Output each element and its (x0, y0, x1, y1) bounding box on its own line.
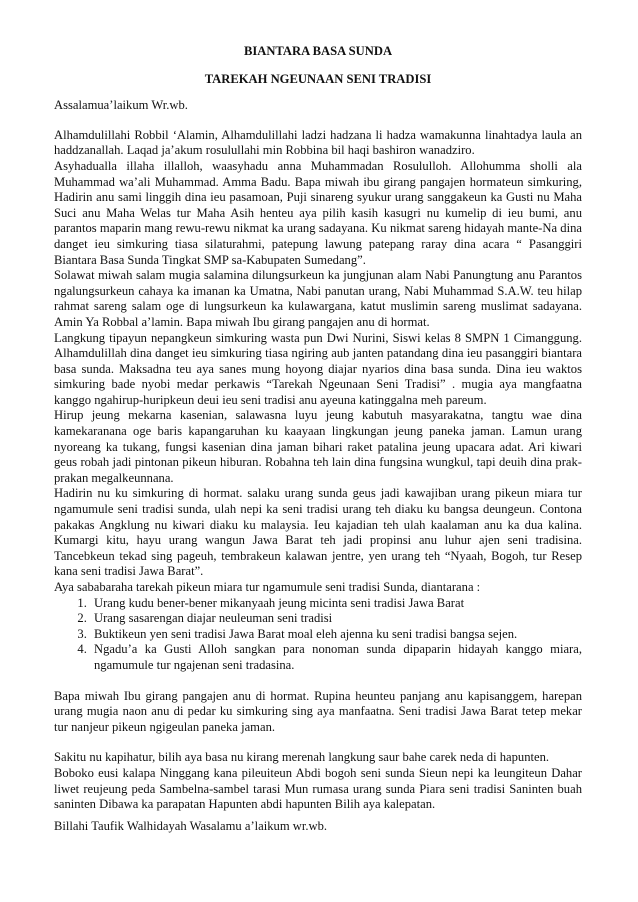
paragraph-preservation-duty: Hadirin nu ku simkuring di hormat. salaku urang sunda geus jadi kawajiban urang pikeun miara tur ngamumule seni tradisi sunda, ulah nepi ka seni tradisi urang teh diaku ku bangsa deungeun. Contona pakakas Angklung nu kiwari diaku ku malaysia. Ieu kajadian teh ulah kaalaman anu ka dua kalina. Kumargi kitu, hayu urang wangun Jawa Barat teh jadi propinsi anu luhur ajen seni tradisina. Tancebkeun tekad sing pageuh, tembrakeun kalawan jentre, yen urang teh “Nyaah, Bogoh, tur Resep kana seni tradisi Jawa Barat”. (54, 486, 582, 579)
document-title: BIANTARA BASA SUNDA (243, 44, 393, 58)
paragraph-opening-prayer: Alhamdulillahi Robbil ‘Alamin, Alhamdulillahi ladzi hadzana li hadza wamakunna linahtadya laula an haddzanallah. Laqad ja’akum rosulullahi min Robbina bil haqi bashiron wanadziro. (54, 127, 582, 158)
list-item: 3. Buktikeun yen seni tradisi Jawa Barat moal eleh ajenna ku seni tradisi bangsa sejen. (90, 627, 582, 643)
efforts-list (54, 596, 582, 674)
spacer (54, 674, 582, 689)
paragraph-pantun: Boboko eusi kalapa Ninggang kana pileuiteun Abdi bogoh seni sunda Sieun nepi ka leungiteun Dahar liwet reujeung peda Sambelna-sambel tarasi Mun rumasa urang sunda Piara seni tradisi Saninten buah saninten Dibawa ka parapatan Hapunten abdi hapunten Bilih aya kalepatan. (54, 765, 582, 812)
list-item: 1. Urang kudu bener-bener mikanyaah jeung micinta seni tradisi Jawa Barat (90, 596, 582, 612)
spacer (54, 735, 582, 750)
paragraph-closing: Bapa miwah Ibu girang pangajen anu di hormat. Rupina heunteu panjang anu kapisanggem, harepan urang mugia naon anu di pedar ku simkuring sing aya manfaatna. Seni tradisi Jawa Barat tetep mekar tur nanjeur pikeun ngigeulan paneka jaman. (54, 688, 582, 734)
list-item: 4. Ngadu’a ka Gusti Alloh sangkan para nonoman sunda dipaparin hidayah kanggo miara, ngamumule tur ngajenan seni tradasina. (90, 642, 582, 673)
paragraph-apology: Sakitu nu kapihatur, bilih aya basa nu kirang merenah langkung saur bahe carek neda di hapunten. (54, 750, 550, 765)
paragraph-solawat: Solawat miwah salam mugia salamina dilungsurkeun ka jungjunan alam Nabi Panungtung anu Parantos ngalungsurkeun cahaya ka imanan ka Umatna, Nabi panutan urang, Nabi Muhammad S.A.W. teu hilap rahmat sareng salam oge di lungsurkeun ka kulawargana, katut muslimin sareng muslimat sadayana. Amin Ya Robbal a’lamin. Bapa miwah Ibu girang pangajen anu di hormat. (54, 268, 582, 329)
paragraph-syahadat-greeting: Asyhadualla illaha illalloh, waasyhadu anna Muhammadan Rosululloh. Allohumma sholli ala Muhammad wa’ali Muhammad. Amma Badu. Bapa miwah ibu girang pangajen hormateun simkuring, Hadirin anu sami linggih dina ieu pasamoan, Puji sinareng syukur urang sanggakeun ka Gusti nu Maha Suci anu Maha Welas tur Maha Asih henteu aya pilih kasih kasugri nu kumelip di ieu bumi, anu parantos maparin mang rewu-rewu nikmat ka urang sadayana. Ku nikmat sareng hidayah mante-Na dina danget ieu simkuring tiasa silaturahmi, patepung lawung patepang raray dina acara “ Pasanggiri Biantara Basa Sunda Tingkat SMP sa-Kabupaten Sumedang”. (54, 158, 582, 267)
paragraph-introduction: Langkung tipayun nepangkeun simkuring wasta pun Dwi Nurini, Siswi kelas 8 SMPN 1 Cimanggung. Alhamdulillah dina danget ieu simkuring tiasa ngiring aub janten patandang dina ieu pasanggiri biantara basa sunda. Maksadna teu aya sanes mung hoyong diajar nyarios dina basa sunda. Dina ieu waktos simkuring bade nyobi medar perkawis “Tarekah Ngeunaan Seni Tradisi” . mugia aya mangfaatna kanggo ngahirup-huripkeun deui ieu seni tradisi anu ayeuna katinggalna meh pareum. (54, 330, 582, 407)
document-subtitle: TAREKAH NGEUNAAN SENI TRADISI (204, 71, 432, 86)
greeting: Assalamua’laikum Wr.wb. (54, 98, 188, 113)
body-section (54, 128, 582, 674)
paragraph-art-development: Hirup jeung mekarna kasenian, salawasna luyu jeung kabutuh masyarakatna, tangtu wae dina kamekaranana oge baris kapangaruhan ku kaayaan lingkungan jeung paneka jaman. Lamun urang nyoreang ka tukang, fungsi kasenian dina jaman bihari raket patalina jeung upacara adat. Ari kiwari geus robah jadi pintonan pikeun hiburan. Robahna teh lain dina fungsina wungkul, tapi deuih dina prak-prakan megalkeunnana. (54, 408, 582, 485)
signoff: Billahi Taufik Walhidayah Wasalamu a’laikum wr.wb. (54, 818, 328, 833)
list-item: 2. Urang sasarengan diajar neuleuman seni tradisi (90, 611, 582, 627)
paragraph-list-intro: Aya sababaraha tarekah pikeun miara tur ngamumule seni tradisi Sunda, diantarana : (54, 580, 481, 594)
